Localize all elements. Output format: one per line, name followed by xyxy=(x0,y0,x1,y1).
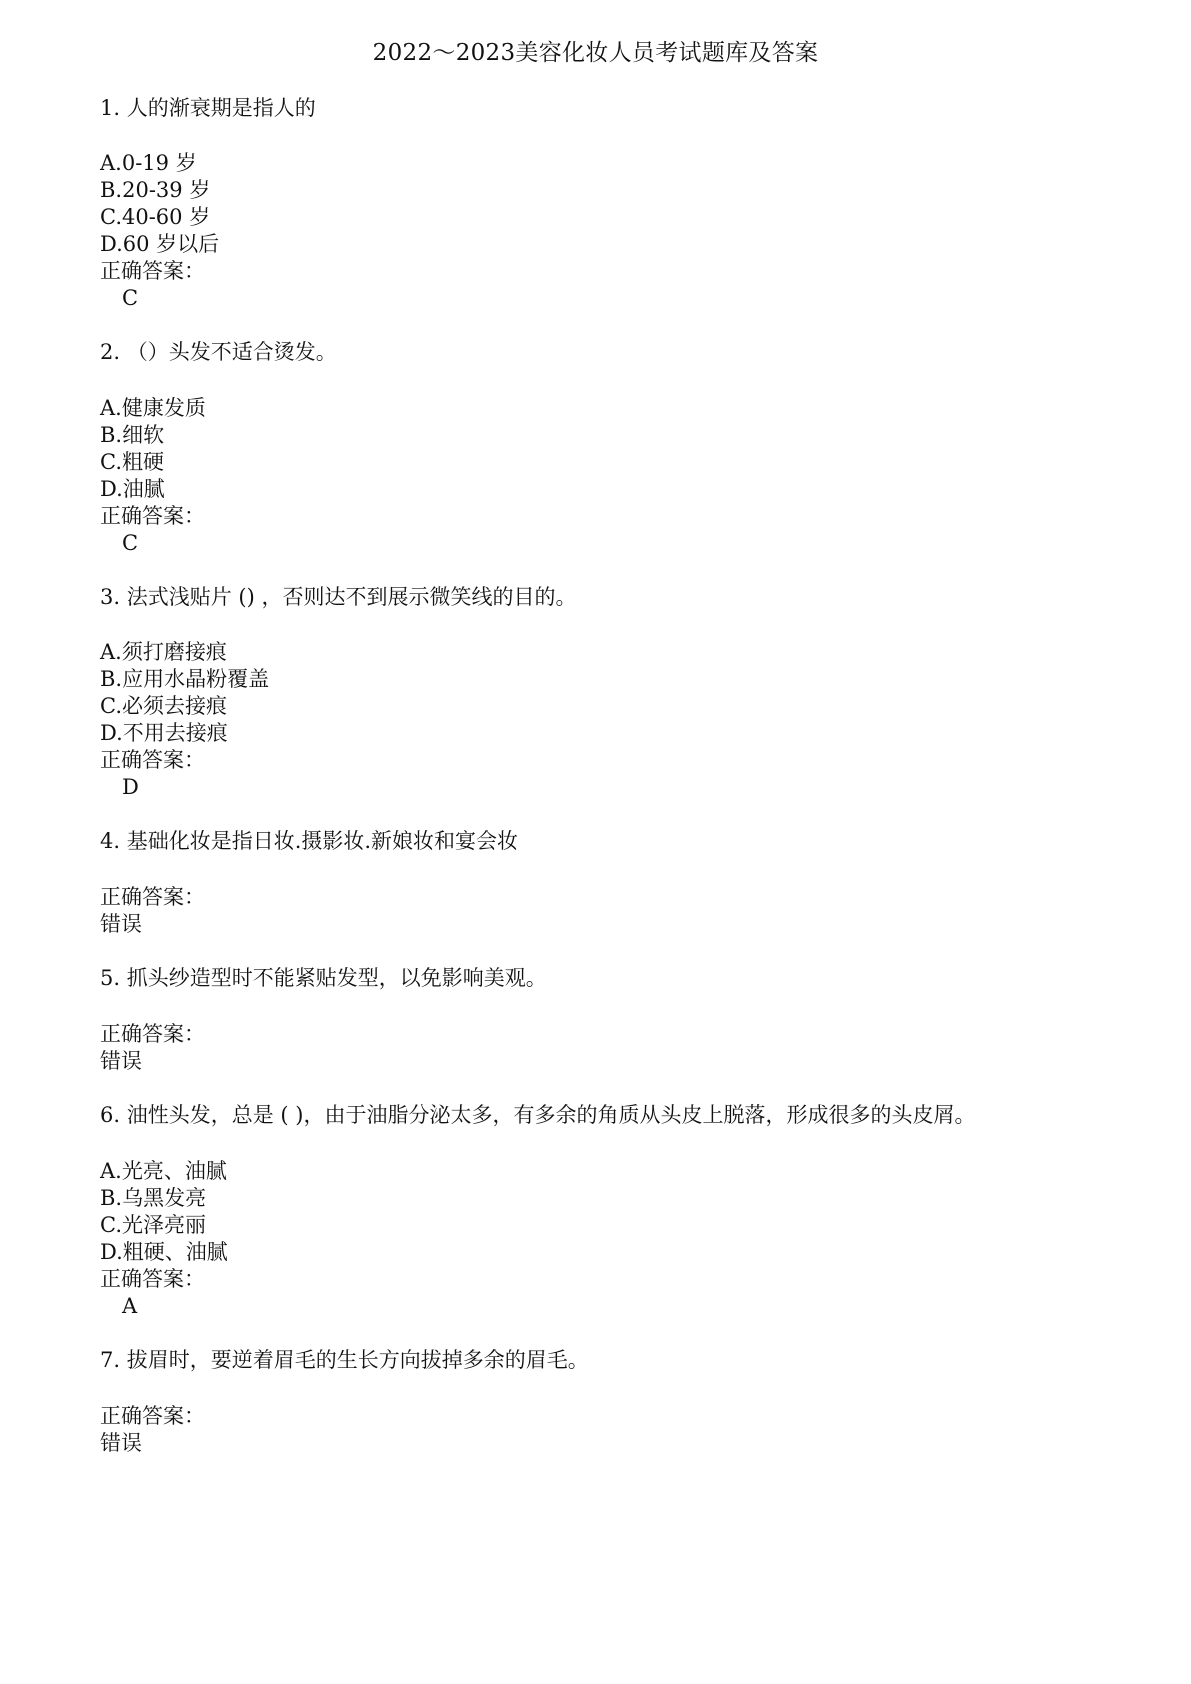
answer-label: 正确答案： xyxy=(100,1267,205,1291)
option-b: B.乌黑发亮 xyxy=(100,1186,207,1210)
option-c: C.光泽亮丽 xyxy=(100,1213,206,1237)
answer-label: 正确答案： xyxy=(100,259,205,283)
option-c: C.必须去接痕 xyxy=(100,694,227,718)
question-stem: 4. 基础化妆是指日妆.摄影妆.新娘妆和宴会妆 xyxy=(100,829,519,853)
question-stem: 7. 拔眉时，要逆着眉毛的生长方向拔掉多余的眉毛。 xyxy=(100,1348,589,1372)
question-stem: 3. 法式浅贴片 () ，否则达不到展示微笑线的目的。 xyxy=(100,585,577,609)
answer-value: 错误 xyxy=(100,1431,142,1455)
answer-value: D xyxy=(122,775,139,799)
option-b: B.20-39 岁 xyxy=(100,178,211,202)
answer-value: C xyxy=(122,286,139,310)
answer-label: 正确答案： xyxy=(100,1022,205,1046)
answer-value: 错误 xyxy=(100,1049,142,1073)
option-b: B.细软 xyxy=(100,423,165,447)
option-a: A.光亮、油腻 xyxy=(100,1159,227,1183)
answer-value: 错误 xyxy=(100,912,142,936)
answer-value: A xyxy=(122,1294,138,1318)
answer-value: C xyxy=(122,531,139,555)
document-title: 2022～2023美容化妆人员考试题库及答案 xyxy=(372,40,819,66)
option-d: D.粗硬、油腻 xyxy=(100,1240,228,1264)
answer-label: 正确答案： xyxy=(100,748,205,772)
option-a: A.0-19 岁 xyxy=(100,151,197,175)
answer-label: 正确答案： xyxy=(100,885,205,909)
option-a: A.健康发质 xyxy=(100,396,206,420)
option-c: C.40-60 岁 xyxy=(100,205,211,229)
answer-label: 正确答案： xyxy=(100,504,205,528)
question-stem: 2. （）头发不适合烫发。 xyxy=(100,340,337,364)
option-d: D.油腻 xyxy=(100,477,165,501)
answer-label: 正确答案： xyxy=(100,1404,205,1428)
option-a: A.须打磨接痕 xyxy=(100,640,227,664)
question-stem: 5. 抓头纱造型时不能紧贴发型，以免影响美观。 xyxy=(100,966,547,990)
option-b: B.应用水晶粉覆盖 xyxy=(100,667,270,691)
question-stem: 6. 油性头发，总是 ( )，由于油脂分泌太多，有多余的角质从头皮上脱落，形成很多的头皮屑。 xyxy=(100,1103,976,1127)
option-d: D.不用去接痕 xyxy=(100,721,228,745)
option-d: D.60 岁以后 xyxy=(100,232,220,256)
option-c: C.粗硬 xyxy=(100,450,164,474)
question-stem: 1. 人的渐衰期是指人的 xyxy=(100,96,316,120)
